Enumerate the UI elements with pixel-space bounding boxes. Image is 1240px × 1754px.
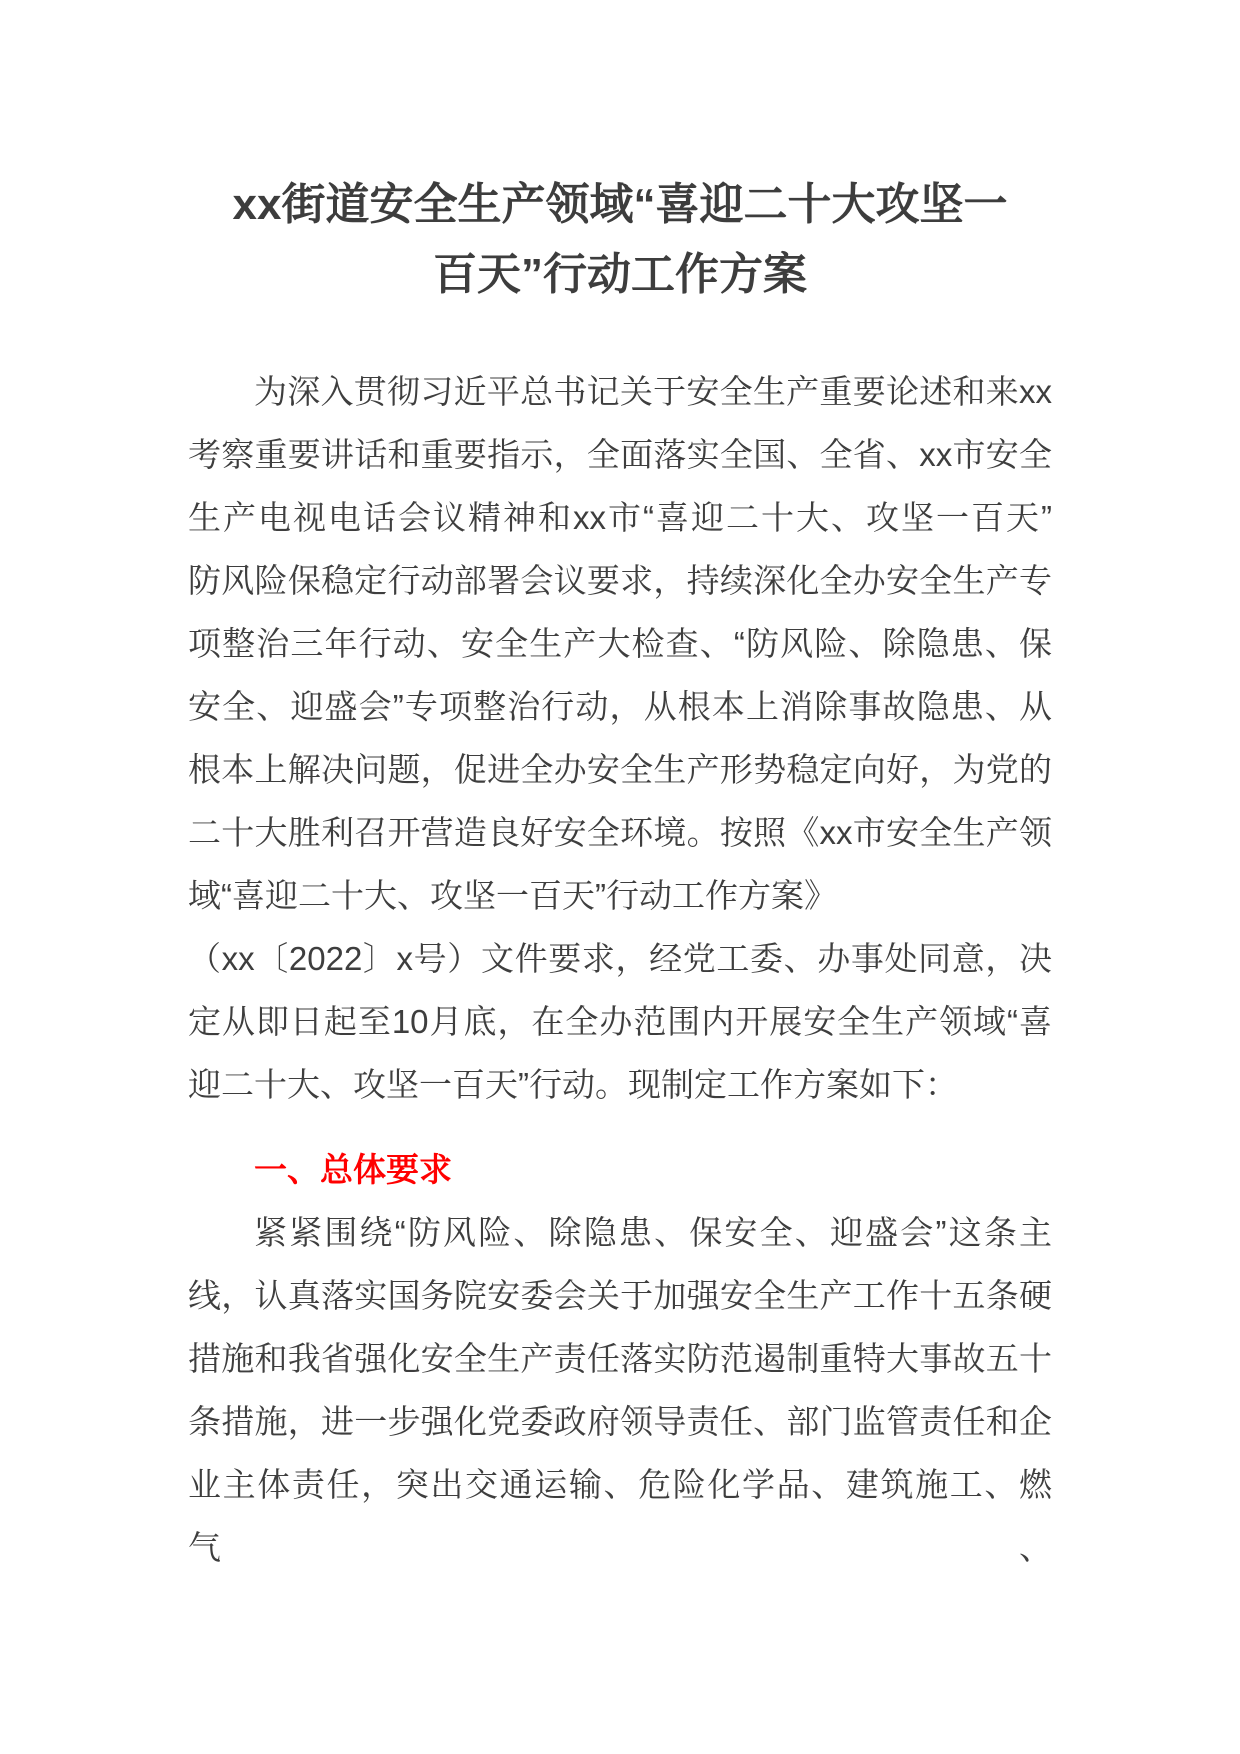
intro-paragraph [188, 360, 1052, 1116]
text-line: 业主体责任，突出交通运输、危险化学品、建筑施工、燃气、 [188, 1466, 1052, 1566]
document-title-line: xx街道安全生产领域“喜迎二十大攻坚一 [232, 180, 1008, 229]
text-line: 定从即日起至10月底，在全办范围内开展安全生产领域“喜 [188, 1003, 1052, 1040]
text-line: 措施和我省强化安全生产责任落实防范遏制重特大事故五十 [188, 1340, 1052, 1377]
text-line: 紧紧围绕“防风险、除隐患、保安全、迎盛会”这条主 [254, 1214, 1052, 1251]
text-line: 域“喜迎二十大、攻坚一百天”行动工作方案》 [188, 877, 837, 914]
text-line: 为深入贯彻习近平总书记关于安全生产重要论述和来xx [254, 373, 1052, 410]
text-line: 防风险保稳定行动部署会议要求，持续深化全办安全生产专 [188, 562, 1052, 599]
text-line: （xx〔2022〕x号）文件要求，经党工委、办事处同意，决 [188, 940, 1052, 977]
text-line: 生产电视电话会议精神和xx市“喜迎二十大、攻坚一百天” [188, 499, 1052, 536]
text-line: 二十大胜利召开营造良好安全环境。按照《xx市安全生产领 [188, 814, 1052, 851]
section-heading: 一、总体要求 [254, 1151, 452, 1188]
document-title-line: 百天”行动工作方案 [433, 250, 807, 299]
text-line: 考察重要讲话和重要指示，全面落实全国、全省、xx市安全 [188, 436, 1052, 473]
document-title [188, 170, 1052, 310]
text-line: 安全、迎盛会”专项整治行动，从根本上消除事故隐患、从 [188, 688, 1052, 725]
section-paragraph [188, 1201, 1052, 1579]
text-line: 条措施，进一步强化党委政府领导责任、部门监管责任和企 [188, 1403, 1052, 1440]
text-line: 项整治三年行动、安全生产大检查、“防风险、除隐患、保 [188, 625, 1052, 662]
text-line: 根本上解决问题，促进全办安全生产形势稳定向好，为党的 [188, 751, 1052, 788]
text-line: 线，认真落实国务院安委会关于加强安全生产工作十五条硬 [188, 1277, 1052, 1314]
text-line: 迎二十大、攻坚一百天”行动。现制定工作方案如下： [188, 1066, 958, 1103]
